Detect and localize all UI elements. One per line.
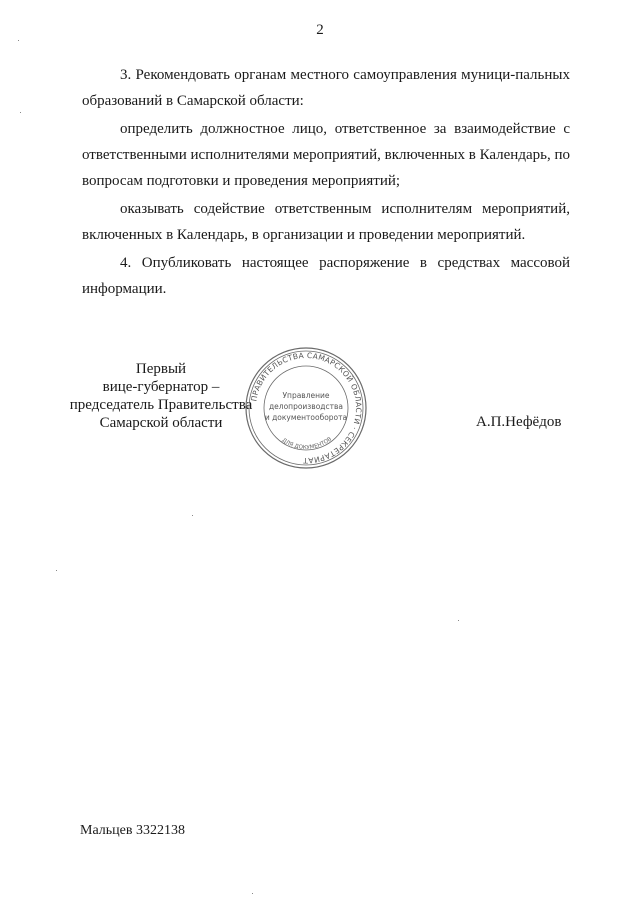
scan-speck bbox=[20, 112, 21, 113]
official-seal bbox=[244, 346, 368, 470]
signatory-title-line-3: председатель Правительства bbox=[69, 397, 253, 413]
svg-text:ДЛЯ ДОКУМЕНТОВ bbox=[281, 436, 334, 451]
seal-inner-line-2: делопроизводства bbox=[268, 402, 344, 411]
signatory-title-line-4: Самарской области bbox=[99, 415, 223, 431]
signatory-name: А.П.Нефёдов bbox=[476, 414, 562, 430]
seal-graphic bbox=[244, 346, 368, 470]
scan-speck bbox=[18, 40, 19, 41]
executor-contact: Мальцев 3322138 bbox=[80, 823, 185, 838]
signatory-title bbox=[56, 360, 266, 432]
paragraph-3: 3. Рекомендовать органам местного самоуправления муници-пальных образований в Самарской области: bbox=[82, 67, 570, 109]
seal-outer-text: ПРАВИТЕЛЬСТВА САМАРСКОЙ ОБЛАСТИ · СЕКРЕТАРИАТ bbox=[249, 350, 364, 466]
scan-speck bbox=[458, 620, 459, 621]
scan-speck bbox=[192, 515, 193, 516]
paragraph-3-item-1: определить должностное лицо, ответственное за взаимодействие с ответственными исполнителями мероприятий, включенных в Календарь, по вопросам подготовки и проведения мероприятий; bbox=[82, 121, 570, 189]
signatory-title-line-2: вице-губернатор – bbox=[102, 379, 220, 395]
page-number: 2 bbox=[316, 22, 324, 38]
seal-inner-line-1: Управление bbox=[282, 391, 330, 400]
scan-speck bbox=[252, 893, 253, 894]
seal-bottom-text: ДЛЯ ДОКУМЕНТОВ bbox=[280, 436, 334, 451]
paragraph-3-item-2: оказывать содействие ответственным исполнителям мероприятий, включенных в Календарь, в организации и проведении мероприятий. bbox=[82, 201, 570, 243]
document-body bbox=[82, 62, 570, 302]
signatory-title-line-1: Первый bbox=[135, 361, 187, 377]
scan-speck bbox=[56, 570, 57, 571]
paragraph-4: 4. Опубликовать настоящее распоряжение в средствах массовой информации. bbox=[82, 255, 570, 297]
seal-inner-line-3: и документооборота bbox=[264, 413, 348, 422]
